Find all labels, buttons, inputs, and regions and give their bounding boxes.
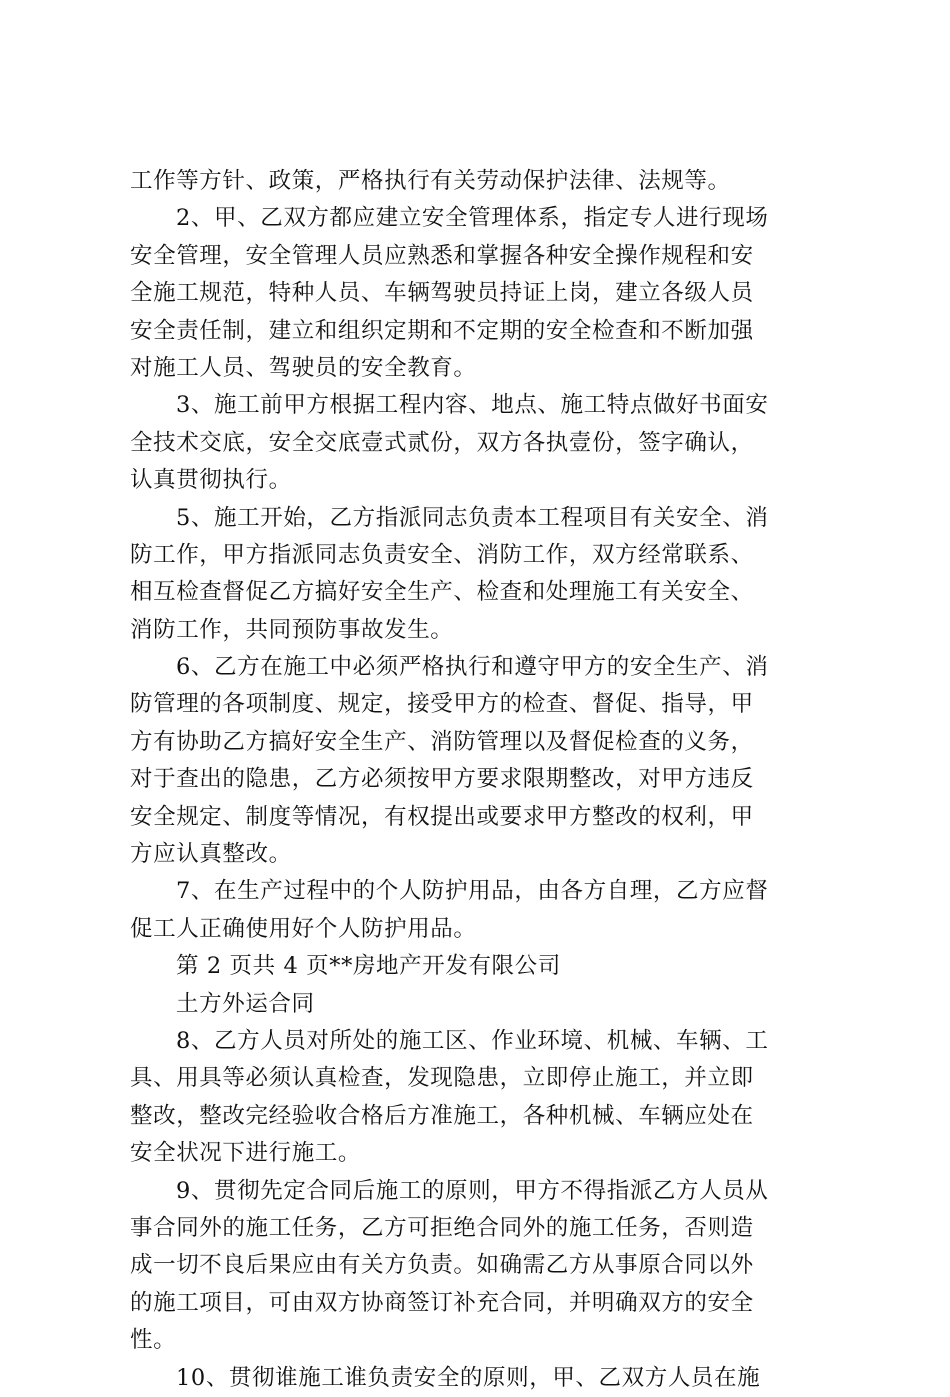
text-line: 6、乙方在施工中必须严格执行和遵守甲方的安全生产、消	[176, 654, 769, 681]
text-line: 5、施工开始，乙方指派同志负责本工程项目有关安全、消	[176, 504, 769, 531]
text-line: 对施工人员、驾驶员的安全教育。	[130, 354, 477, 381]
text-line: 促工人正确使用好个人防护用品。	[130, 915, 477, 942]
text-line: 安全责任制，建立和组织定期和不定期的安全检查和不断加强	[130, 317, 754, 344]
text-line: 9、贯彻先定合同后施工的原则，甲方不得指派乙方人员从	[176, 1177, 769, 1204]
text-line: 的施工项目，可由双方协商签订补充合同，并明确双方的安全	[130, 1289, 754, 1316]
text-line: 安全规定、制度等情况，有权提出或要求甲方整改的权利，甲	[130, 803, 754, 830]
document-body	[130, 163, 832, 1397]
text-line: 方有协助乙方搞好安全生产、消防管理以及督促检查的义务，	[130, 728, 754, 755]
text-line: 第 2 页共 4 页**房地产开发有限公司	[176, 953, 561, 980]
text-line: 全施工规范，特种人员、车辆驾驶员持证上岗，建立各级人员	[130, 280, 754, 307]
text-line: 7、在生产过程中的个人防护用品，由各方自理，乙方应督	[176, 878, 769, 905]
text-line: 安全状况下进行施工。	[130, 1140, 362, 1167]
text-line: 8、乙方人员对所处的施工区、作业环境、机械、车辆、工	[176, 1027, 769, 1054]
text-line: 事合同外的施工任务，乙方可拒绝合同外的施工任务，否则造	[130, 1214, 754, 1241]
text-line: 整改，整改完经验收合格后方准施工，各种机械、车辆应处在	[130, 1102, 754, 1129]
text-line: 具、用具等必须认真检查，发现隐患，立即停止施工，并立即	[130, 1065, 754, 1092]
text-line: 认真贯彻执行。	[130, 467, 292, 494]
text-line: 方应认真整改。	[130, 841, 292, 868]
text-line: 成一切不良后果应由有关方负责。如确需乙方从事原合同以外	[130, 1252, 754, 1279]
text-line: 安全管理，安全管理人员应熟悉和掌握各种安全操作规程和安	[130, 242, 754, 269]
text-line: 性。	[130, 1327, 177, 1354]
text-line: 消防工作，共同预防事故发生。	[130, 616, 454, 643]
text-line: 3、施工前甲方根据工程内容、地点、施工特点做好书面安	[176, 392, 769, 419]
text-line: 防管理的各项制度、规定，接受甲方的检查、督促、指导，甲	[130, 691, 754, 718]
text-line: 全技术交底，安全交底壹式贰份，双方各执壹份，签字确认，	[130, 429, 754, 456]
text-line: 相互检查督促乙方搞好安全生产、检查和处理施工有关安全、	[130, 579, 754, 606]
text-line: 2、甲、乙双方都应建立安全管理体系，指定专人进行现场	[176, 205, 769, 232]
text-line: 土方外运合同	[176, 990, 315, 1017]
text-line: 防工作，甲方指派同志负责安全、消防工作，双方经常联系、	[130, 541, 754, 568]
text-line: 对于查出的隐患，乙方必须按甲方要求限期整改，对甲方违反	[130, 766, 754, 793]
text-line: 工作等方针、政策，严格执行有关劳动保护法律、法规等。	[130, 168, 731, 194]
text-line: 10、贯彻谁施工谁负责安全的原则，甲、乙双方人员在施	[176, 1364, 761, 1391]
